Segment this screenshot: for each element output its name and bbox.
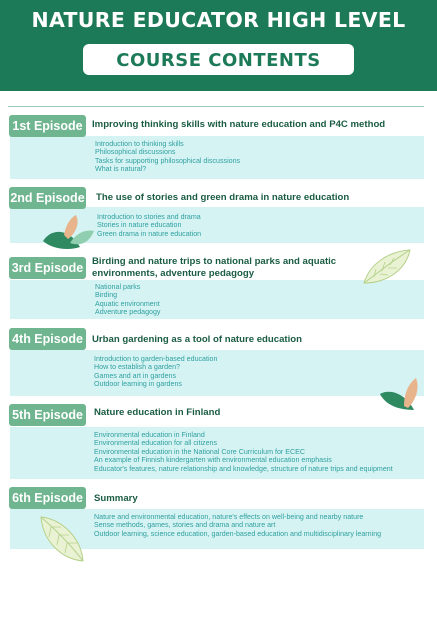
list-item: Nature and environmental education, nature's effects on well-being and nearby nature [94, 513, 364, 521]
list-item: Aquatic environment [95, 299, 160, 308]
list-item: Environmental education for all citizens [94, 439, 218, 448]
list-item: Games and art in gardens [94, 371, 177, 380]
episode-2-title: The use of stories and green drama in nature education [96, 192, 350, 203]
list-item: Sense methods, games, stories and drama and nature art [94, 521, 276, 530]
list-item: Birding [95, 291, 118, 300]
episode-3-title: Birding and nature trips to national parks and aquatic environments, adventure pedagogy [92, 256, 337, 279]
list-item: Outdoor learning in gardens [94, 380, 182, 389]
page-title: NATURE EDUCATOR HIGH LEVEL [31, 8, 406, 32]
leaf-cluster-icon [378, 376, 420, 412]
list-item: An example of Finnish kindergarten with environmental education emphasis [94, 456, 332, 465]
episode-1-topics [95, 140, 240, 174]
outline-leaf-icon [360, 247, 414, 287]
episode-6-label: 6th Episode [9, 487, 86, 509]
episode-4-label: 4th Episode [9, 328, 86, 350]
episode-4-title: Urban gardening as a tool of nature education [92, 334, 303, 345]
list-item: What is natural? [95, 165, 147, 174]
episode-2-topics [97, 213, 201, 238]
list-item: Outdoor learning, science education, garden-based education and multidisciplinary learning [94, 529, 382, 538]
episode-5-label: 5th Episode [9, 404, 86, 426]
episode-3-label: 3rd Episode [9, 257, 86, 279]
episode-1-title: Improving thinking skills with nature education and P4C method [92, 119, 386, 130]
episode-6-topics [94, 513, 381, 538]
leaf-cluster-icon [40, 213, 96, 253]
episode-3-topics [95, 283, 160, 317]
list-item: Educator's features, nature relationship and knowledge, structure of nature trips and equipment [94, 464, 393, 473]
list-item: Introduction to stories and drama [97, 213, 201, 221]
list-item: Philosophical discussions [95, 148, 176, 157]
list-item: Introduction to thinking skills [95, 140, 184, 148]
episode-5-topics [94, 431, 393, 473]
list-item: Green drama in nature education [97, 229, 202, 238]
list-item: Stories in nature education [97, 221, 182, 230]
list-item: Adventure pedagogy [95, 308, 161, 317]
outline-leaf-icon [37, 513, 87, 565]
list-item: Environmental education in Finland [94, 431, 205, 439]
list-item: National parks [95, 283, 141, 291]
page-subtitle: COURSE CONTENTS [116, 50, 321, 71]
episode-1-label: 1st Episode [9, 115, 86, 137]
episode-4-topics [94, 355, 217, 389]
list-item: Introduction to garden-based education [94, 355, 218, 363]
divider [8, 106, 424, 107]
list-item: How to establish a garden? [94, 363, 180, 372]
episode-6-title: Summary [94, 493, 138, 504]
episode-5-title: Nature education in Finland [94, 407, 221, 418]
list-item: Environmental education in the National Core Curriculum for ECEC [94, 447, 305, 456]
list-item: Tasks for supporting philosophical discussions [95, 156, 241, 165]
episode-2-label: 2nd Episode [9, 187, 86, 209]
